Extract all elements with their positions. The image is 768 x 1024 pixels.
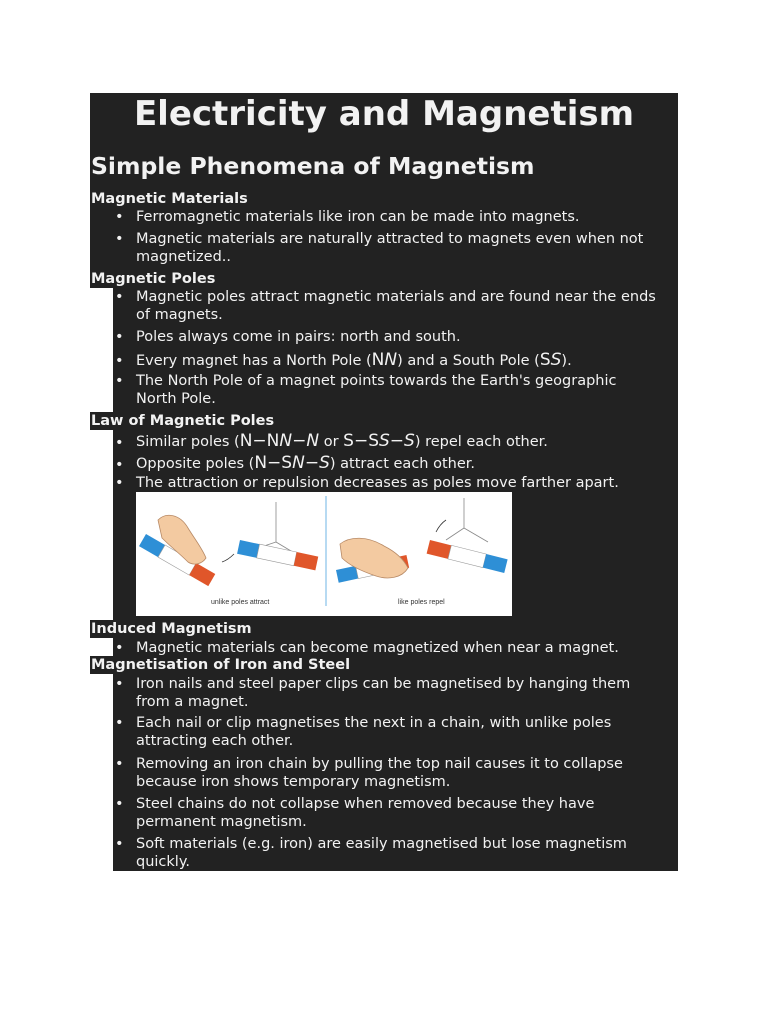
bullet-icon: • bbox=[115, 353, 124, 369]
magnet-north-end bbox=[294, 552, 318, 570]
heading-induced-magnetism: Induced Magnetism bbox=[91, 621, 252, 637]
list-item: Iron nails and steel paper clips can be magnetised by hanging them from a magnet. bbox=[136, 676, 631, 710]
bullet-icon: • bbox=[115, 475, 124, 491]
magnet-poles-illustration bbox=[136, 492, 512, 616]
arrow-icon bbox=[436, 520, 446, 532]
bullet-icon: • bbox=[115, 231, 124, 247]
bullet-icon: • bbox=[115, 435, 124, 451]
list-item: Steel chains do not collapse when removed because they have permanent magnetism. bbox=[136, 796, 595, 830]
list-item: The North Pole of a magnet points towards the Earth's geographic North Pole. bbox=[136, 373, 617, 407]
list-item: Soft materials (e.g. iron) are easily magnetised but lose magnetism quickly. bbox=[136, 836, 627, 870]
right-panel bbox=[336, 498, 508, 606]
magnet-poles-figure bbox=[136, 492, 512, 616]
list-item: Removing an iron chain by pulling the top nail causes it to collapse because iron shows temporary magnetism. bbox=[136, 756, 623, 790]
heading-law-of-magnetic-poles: Law of Magnetic Poles bbox=[91, 413, 275, 429]
bullet-icon: • bbox=[115, 676, 124, 692]
list-item: Every magnet has a North Pole (NN) and a South Pole (SS). bbox=[136, 350, 572, 370]
magnet-middle bbox=[448, 545, 486, 567]
bullet-icon: • bbox=[115, 373, 124, 389]
magnet-south-end bbox=[237, 540, 259, 558]
list-item: Magnetic poles attract magnetic materials and are found near the ends of magnets. bbox=[136, 289, 656, 323]
left-panel bbox=[139, 502, 318, 606]
magnet-south-end bbox=[483, 554, 508, 573]
bullet-icon: • bbox=[115, 640, 124, 656]
bullet-icon: • bbox=[115, 715, 124, 731]
heading-magnetic-poles: Magnetic Poles bbox=[91, 271, 216, 287]
arrow-icon bbox=[222, 554, 234, 562]
list-item: Magnetic materials can become magnetized when near a magnet. bbox=[136, 640, 619, 656]
magnet-north-end bbox=[427, 540, 452, 559]
list-item: Opposite poles (N−SN−S) attract each other. bbox=[136, 453, 475, 473]
bullet-icon: • bbox=[115, 756, 124, 772]
section-title: Simple Phenomena of Magnetism bbox=[91, 152, 535, 180]
magnet-middle bbox=[257, 544, 297, 566]
page-title: Electricity and Magnetism bbox=[133, 94, 635, 134]
heading-magnetic-materials: Magnetic Materials bbox=[91, 191, 248, 207]
bullet-icon: • bbox=[115, 796, 124, 812]
bullet-icon: • bbox=[115, 836, 124, 852]
bullet-icon: • bbox=[115, 289, 124, 305]
list-item: Ferromagnetic materials like iron can be made into magnets. bbox=[136, 209, 580, 225]
list-item: Magnetic materials are naturally attracted to magnets even when not magnetized.. bbox=[136, 231, 644, 265]
bullet-icon: • bbox=[115, 329, 124, 345]
list-item: Similar poles (N−NN−N or S−SS−S) repel each other. bbox=[136, 431, 548, 451]
list-item: Each nail or clip magnetises the next in a chain, with unlike poles attracting each other. bbox=[136, 715, 612, 749]
heading-magnetisation-of-iron-and-steel: Magnetisation of Iron and Steel bbox=[91, 657, 351, 673]
list-item: Poles always come in pairs: north and south. bbox=[136, 329, 461, 345]
left-caption: unlike poles attract bbox=[211, 599, 270, 606]
right-caption: like poles repel bbox=[398, 599, 445, 606]
magnet-south-end bbox=[336, 566, 358, 583]
list-item: The attraction or repulsion decreases as poles move farther apart. bbox=[136, 475, 619, 491]
bullet-icon: • bbox=[115, 209, 124, 225]
bullet-icon: • bbox=[115, 457, 124, 473]
